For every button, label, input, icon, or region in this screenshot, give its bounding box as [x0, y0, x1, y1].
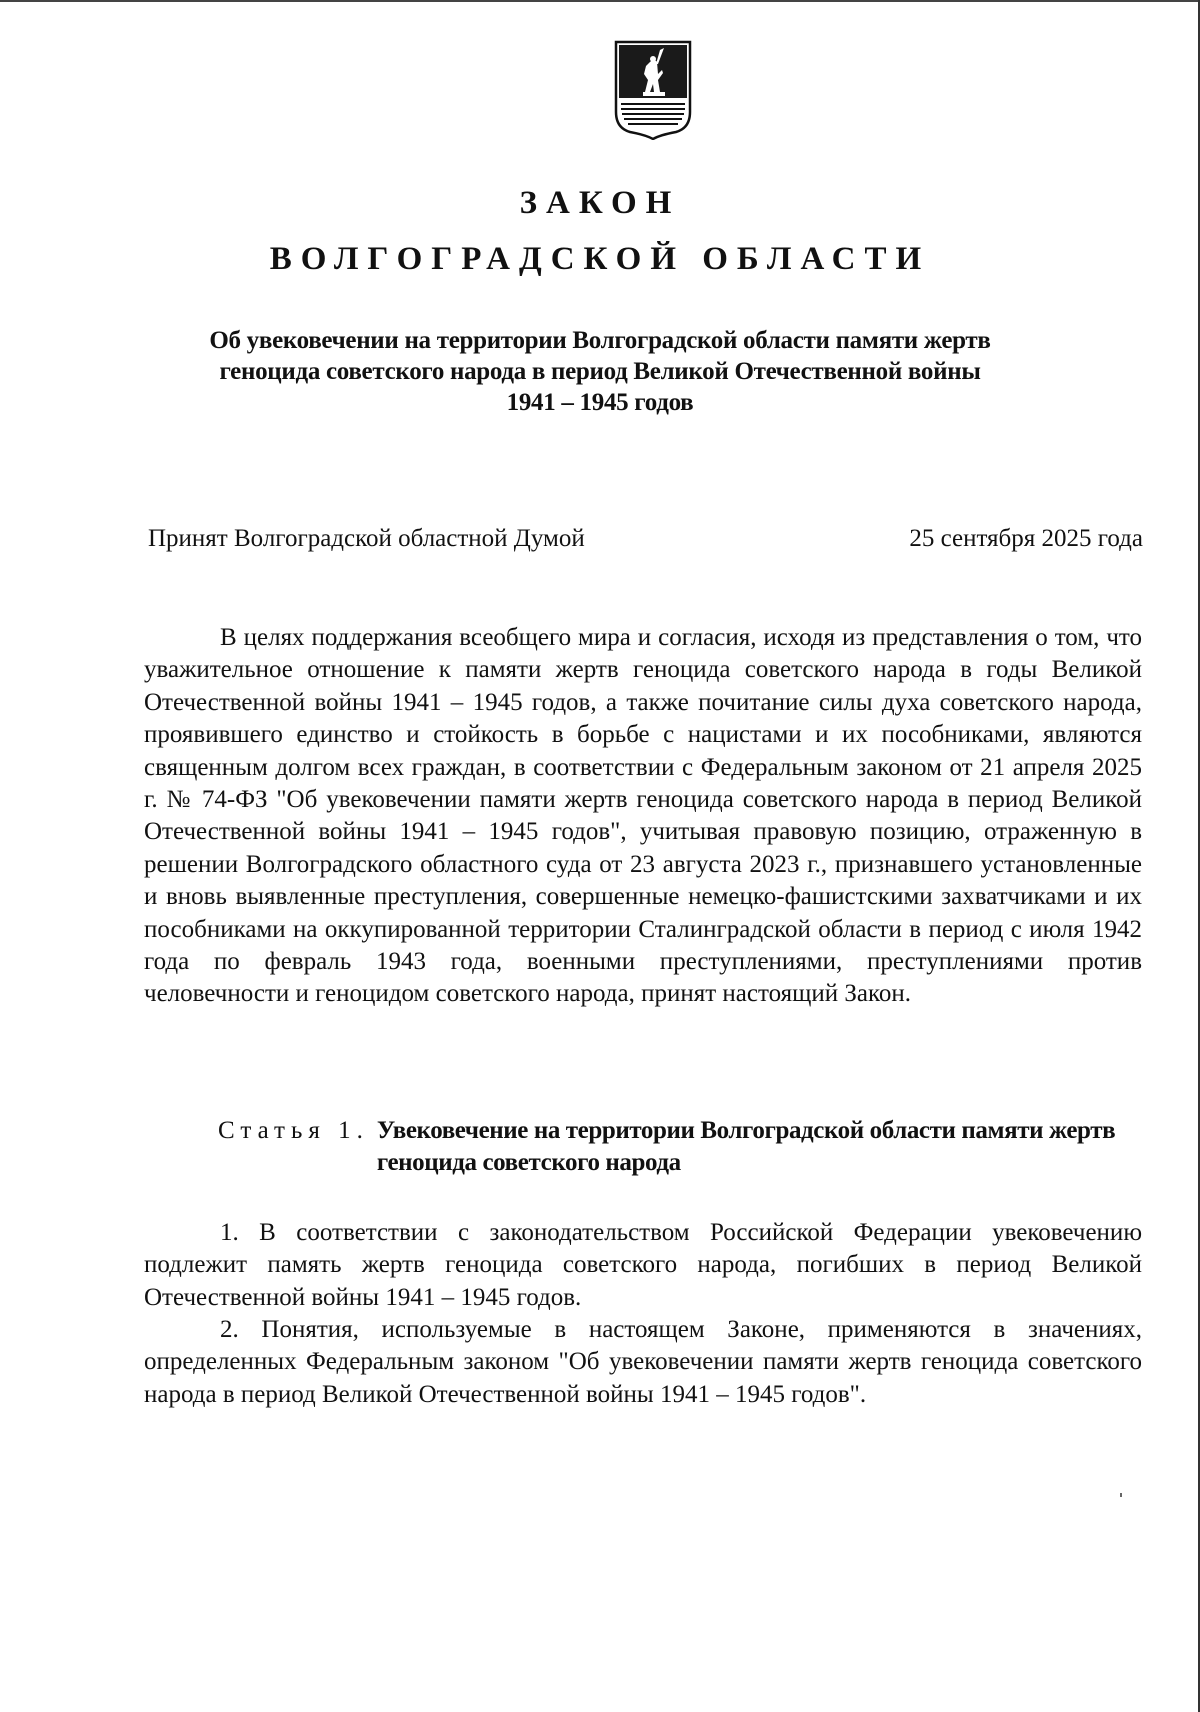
preamble-paragraph: В целях поддержания всеобщего мира и согласия, исходя из представления о том, что уважительное отношение к памяти жертв геноцида советского народа в годы Великой Отечественной войны 1941 – 1945 годов, а также почитание силы духа советского народа, проявившего единство и стойкость в борьбе с нацистами и их пособниками, являются священным долгом всех граждан, в соответствии с Федеральным законом от 21 апреля 2025 г. № 74-ФЗ "Об увековечении памяти жертв геноцида советского народа в период Великой Отечественной войны 1941 – 1945 годов", учитывая правовую позицию, отраженную в решении Волгоградского областного суда от 23 августа 2023 г., признавшего установленные и вновь выявленные преступления, совершенные немецко-фашистскими захватчиками и их пособниками на оккупированной территории Сталинградской области в период с июля 1942 года по февраль 1943 года, военными преступлениями, преступлениями против человечности и геноцидом советского народа, принят настоящий Закон. [144, 624, 1142, 1008]
law-title [0, 180, 1200, 282]
coat-of-arms-icon [614, 40, 692, 140]
article-title: Увековечение на территории Волгоградской области памяти жертв геноцида советского народа [376, 1117, 1116, 1176]
adoption-body: Принят Волгоградской областной Думой [148, 525, 585, 552]
title-line-law: ЗАКОН [519, 185, 681, 221]
article-label: Статья 1. [218, 1117, 369, 1144]
article-1-paragraph-1: 1. В соответствии с законодательством Российской Федерации увековечению подлежит память жертв геноцида советского народа, погибших в период Великой Отечественной войны 1941 – 1945 годов. [144, 1219, 1142, 1311]
title-line-region: ВОЛГОГРАДСКОЙ ОБЛАСТИ [269, 241, 931, 277]
article-1-heading [218, 1115, 1148, 1179]
scan-speck [1120, 1493, 1122, 1497]
scan-edge-top [0, 0, 1200, 2]
article-1-paragraph-2: 2. Понятия, используемые в настоящем Законе, применяются в значениях, определенных Федеральным законом "Об увековечении памяти жертв геноцида советского народа в период Великой Отечественной войны 1941 – 1945 годов". [144, 1316, 1142, 1408]
adoption-line [148, 523, 1143, 555]
law-subject: Об увековечении на территории Волгоградской области памяти жертв геноцида советского народа в период Великой Отечественной войны 1941 – 1945 годов [209, 327, 991, 416]
adoption-date: 25 сентября 2025 года [909, 525, 1143, 552]
